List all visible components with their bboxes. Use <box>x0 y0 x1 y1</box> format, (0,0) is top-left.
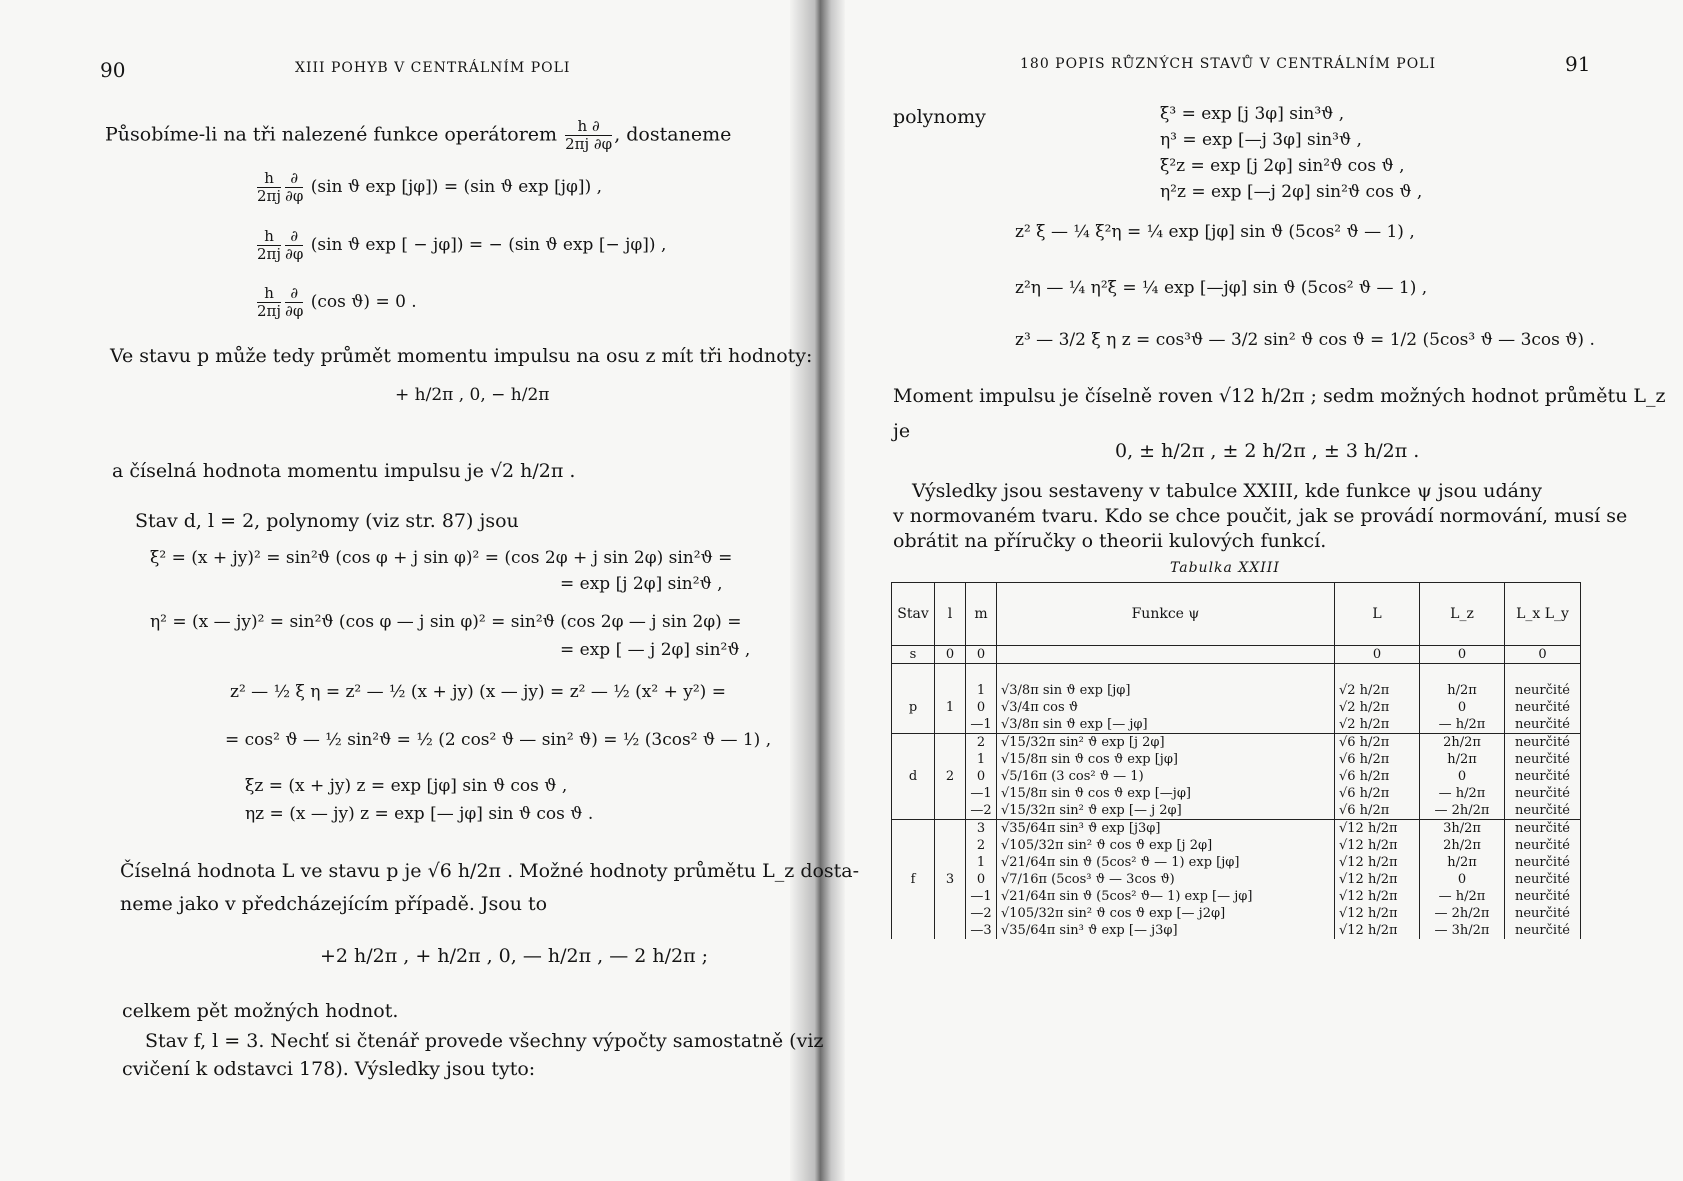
frac-h: h <box>257 170 281 188</box>
cell: 1 <box>966 751 997 768</box>
text-results-3: obrátit na příručky o theorii kulových funkcí. <box>893 530 1327 552</box>
equation-4: + h/2π , 0, − h/2π <box>395 385 550 405</box>
cell: —2 <box>966 905 997 922</box>
text-p-state: Ve stavu p může tedy průmět momentu impulsu na osu z mít tři hodnoty: <box>110 345 813 367</box>
text-je: je <box>893 420 911 442</box>
cell: d <box>892 768 935 785</box>
cell: —1 <box>966 716 997 734</box>
cell <box>892 888 935 905</box>
cell: — 2h/2π <box>1420 802 1505 820</box>
table-row-d <box>892 768 1581 785</box>
cell: h/2π <box>1420 854 1505 871</box>
table-row-f <box>892 905 1581 922</box>
running-head-left: XIII POHYB V CENTRÁLNÍM POLI <box>295 60 571 76</box>
cell: √6 h/2π <box>1335 802 1420 820</box>
text-d-state: Stav d, l = 2, polynomy (viz str. 87) jsou <box>135 510 519 532</box>
page-number-left: 90 <box>100 58 126 82</box>
cell: √15/32π sin² ϑ exp [— j 2φ] <box>997 802 1335 820</box>
table-row-d <box>892 802 1581 820</box>
cell: 0 <box>1420 871 1505 888</box>
cell: s <box>892 646 935 664</box>
cell: —2 <box>966 802 997 820</box>
equation-7b: = cos² ϑ — ½ sin²ϑ = ½ (2 cos² ϑ — sin² ϑ) = ½ (3cos² ϑ — 1) , <box>225 730 772 750</box>
cell: h/2π <box>1420 682 1505 699</box>
cell <box>892 734 935 752</box>
equation-3 <box>255 285 417 320</box>
cell: √105/32π sin² ϑ cos ϑ exp [— j2φ] <box>997 905 1335 922</box>
cell: √3/8π sin ϑ exp [jφ] <box>997 682 1335 699</box>
th-m: m <box>966 583 997 646</box>
equation-8: ξz = (x + jy) z = exp [jφ] sin ϑ cos ϑ , <box>245 776 568 796</box>
cell: √3/8π sin ϑ exp [— jφ] <box>997 716 1335 734</box>
cell: neurčité <box>1505 768 1581 785</box>
cell: neurčité <box>1505 682 1581 699</box>
cell <box>997 646 1335 664</box>
frac-2pij: 2πj <box>257 245 282 263</box>
cell: 3h/2π <box>1420 820 1505 838</box>
cell: — h/2π <box>1420 716 1505 734</box>
cell: neurčité <box>1505 751 1581 768</box>
cell <box>892 922 935 939</box>
table-row-d <box>892 734 1581 752</box>
cell: 1 <box>966 682 997 699</box>
cell: √105/32π sin² ϑ cos ϑ exp [j 2φ] <box>997 837 1335 854</box>
cell <box>892 785 935 802</box>
cell: 0 <box>966 768 997 785</box>
text-f-moment: Moment impulsu je číselně roven √12 h/2π ; sedm možných hodnot průmětu L_z <box>893 385 1666 407</box>
table-row-d <box>892 785 1581 802</box>
text-total: celkem pět možných hodnot. <box>122 1000 399 1022</box>
cell: neurčité <box>1505 785 1581 802</box>
cell: √21/64π sin ϑ (5cos² ϑ — 1) exp [jφ] <box>997 854 1335 871</box>
cell <box>892 854 935 871</box>
cell: neurčité <box>1505 837 1581 854</box>
frac-d: ∂ <box>285 170 303 188</box>
cell: 1 <box>966 854 997 871</box>
cell: √12 h/2π <box>1335 820 1420 838</box>
intro-end: , dostaneme <box>614 123 732 146</box>
equation-5b: = exp [j 2φ] sin²ϑ , <box>560 574 723 594</box>
cell: √12 h/2π <box>1335 922 1420 939</box>
equation-5: ξ² = (x + jy)² = sin²ϑ (cos φ + j sin φ)² = (cos 2φ + j sin 2φ) sin²ϑ = <box>150 548 733 568</box>
cell: f <box>892 871 935 888</box>
table-row-p <box>892 682 1581 699</box>
cell: 0 <box>935 646 966 664</box>
frac-dphi: ∂φ <box>285 245 304 263</box>
cell <box>892 802 935 820</box>
cell: √6 h/2π <box>1335 768 1420 785</box>
cell: — h/2π <box>1420 888 1505 905</box>
cell: 2 <box>966 734 997 752</box>
table-xxiii <box>891 582 1581 939</box>
cell: 3 <box>935 871 966 888</box>
table-row-f <box>892 888 1581 905</box>
cell: 2h/2π <box>1420 734 1505 752</box>
frac-dphi: ∂φ <box>285 187 304 205</box>
cell: √12 h/2π <box>1335 888 1420 905</box>
frac-2pij: 2πj <box>257 302 282 320</box>
text-f-state: Stav f, l = 3. Nechť si čtenář provede všechny výpočty samostatně (viz <box>145 1030 824 1052</box>
poly-r6: z²η — ¼ η²ξ = ¼ exp [—jφ] sin ϑ (5cos² ϑ — 1) , <box>1015 278 1428 298</box>
frac-dphi: ∂φ <box>285 302 304 320</box>
cell <box>935 820 966 838</box>
cell: √6 h/2π <box>1335 734 1420 752</box>
cell: —1 <box>966 888 997 905</box>
equation-1 <box>255 170 602 205</box>
cell: √12 h/2π <box>1335 854 1420 871</box>
cell: 0 <box>1420 768 1505 785</box>
cell: neurčité <box>1505 716 1581 734</box>
cell <box>935 716 966 734</box>
cell: neurčité <box>1505 699 1581 716</box>
text-f-results: cvičení k odstavci 178). Výsledky jsou tyto: <box>122 1058 536 1080</box>
table-row-f <box>892 837 1581 854</box>
poly-r2: η³ = exp [—j 3φ] sin³ϑ , <box>1160 130 1362 150</box>
operator-fraction <box>565 118 612 153</box>
cell <box>935 802 966 820</box>
cell: √6 h/2π <box>1335 785 1420 802</box>
cell <box>935 888 966 905</box>
cell <box>935 751 966 768</box>
table-row-d <box>892 751 1581 768</box>
cell: h/2π <box>1420 751 1505 768</box>
equation-values: 0, ± h/2π , ± 2 h/2π , ± 3 h/2π . <box>1115 440 1420 462</box>
table-row-s <box>892 646 1581 664</box>
th-l: l <box>935 583 966 646</box>
book-gutter <box>790 0 845 1181</box>
polynomy-label: polynomy <box>893 106 986 128</box>
cell <box>935 785 966 802</box>
poly-r1: ξ³ = exp [j 3φ] sin³ϑ , <box>1160 104 1345 124</box>
cell <box>892 837 935 854</box>
text-p-magnitude: a číselná hodnota momentu impulsu je √2 h/2π . <box>112 460 576 482</box>
table-separator <box>892 664 1581 683</box>
table-row-p <box>892 716 1581 734</box>
op-num: h ∂ <box>565 118 612 136</box>
cell: — h/2π <box>1420 785 1505 802</box>
cell: neurčité <box>1505 734 1581 752</box>
table-row-p <box>892 699 1581 716</box>
cell <box>892 820 935 838</box>
cell: neurčité <box>1505 905 1581 922</box>
text-d-previous: neme jako v předcházejícím případě. Jsou to <box>120 893 548 915</box>
frac-2pij: 2πj <box>257 187 282 205</box>
th-LxLy: L_x L_y <box>1505 583 1581 646</box>
table-row-f <box>892 820 1581 838</box>
frac-h: h <box>257 228 281 246</box>
cell: √3/4π cos ϑ <box>997 699 1335 716</box>
equation-9: ηz = (x — jy) z = exp [— jφ] sin ϑ cos ϑ . <box>245 804 594 824</box>
eq1-text: (sin ϑ exp [jφ]) = (sin ϑ exp [jφ]) , <box>310 177 603 197</box>
intro-label: Působíme-li na tři nalezené funkce operátorem <box>105 123 558 146</box>
cell: √12 h/2π <box>1335 905 1420 922</box>
eq2-text: (sin ϑ exp [ − jφ]) = − (sin ϑ exp [− jφ]) , <box>310 235 667 255</box>
table-row-f <box>892 854 1581 871</box>
cell: 2 <box>935 768 966 785</box>
cell: 1 <box>935 699 966 716</box>
equation-6b: = exp [ — j 2φ] sin²ϑ , <box>560 640 751 660</box>
cell: √5/16π (3 cos² ϑ — 1) <box>997 768 1335 785</box>
cell: neurčité <box>1505 871 1581 888</box>
cell <box>935 922 966 939</box>
cell: √2 h/2π <box>1335 699 1420 716</box>
cell: 2h/2π <box>1420 837 1505 854</box>
cell <box>935 854 966 871</box>
equation-10: +2 h/2π , + h/2π , 0, — h/2π , — 2 h/2π ; <box>320 945 709 967</box>
cell: √7/16π (5cos³ ϑ — 3cos ϑ) <box>997 871 1335 888</box>
th-stav: Stav <box>892 583 935 646</box>
cell: 0 <box>1420 699 1505 716</box>
cell: √15/8π sin ϑ cos ϑ exp [—jφ] <box>997 785 1335 802</box>
text-d-magnitude: Číselná hodnota L ve stavu p je √6 h/2π . Možné hodnoty průmětu L_z dosta- <box>120 860 860 882</box>
cell: √2 h/2π <box>1335 682 1420 699</box>
poly-r5: z² ξ — ¼ ξ²η = ¼ exp [jφ] sin ϑ (5cos² ϑ — 1) , <box>1015 222 1415 242</box>
cell: — 2h/2π <box>1420 905 1505 922</box>
cell <box>935 905 966 922</box>
cell <box>892 905 935 922</box>
table-row-f <box>892 871 1581 888</box>
th-Lz: L_z <box>1420 583 1505 646</box>
table-header-row <box>892 583 1581 646</box>
equation-7: z² — ½ ξ η = z² — ½ (x + jy) (x — jy) = z² — ½ (x² + y²) = <box>230 682 726 702</box>
op-den: 2πj ∂φ <box>565 135 613 153</box>
cell: neurčité <box>1505 854 1581 871</box>
th-funkce: Funkce ψ <box>997 583 1335 646</box>
table-row-f <box>892 922 1581 939</box>
cell: neurčité <box>1505 820 1581 838</box>
cell: —1 <box>966 785 997 802</box>
cell <box>892 751 935 768</box>
cell: neurčité <box>1505 888 1581 905</box>
text-results-1: Výsledky jsou sestaveny v tabulce XXIII, kde funkce ψ jsou udány <box>912 480 1542 502</box>
cell: 0 <box>966 646 997 664</box>
cell: √6 h/2π <box>1335 751 1420 768</box>
th-L: L <box>1335 583 1420 646</box>
cell: √21/64π sin ϑ (5cos² ϑ— 1) exp [— jφ] <box>997 888 1335 905</box>
cell: —3 <box>966 922 997 939</box>
page-number-right: 91 <box>1565 52 1591 76</box>
table-caption: Tabulka XXIII <box>1170 560 1280 576</box>
frac-d: ∂ <box>285 228 303 246</box>
cell <box>892 716 935 734</box>
poly-r7: z³ — 3/2 ξ η z = cos³ϑ — 3/2 sin² ϑ cos ϑ = 1/2 (5cos³ ϑ — 3cos ϑ) . <box>1015 330 1595 350</box>
frac-h: h <box>257 285 281 303</box>
poly-r3: ξ²z = exp [j 2φ] sin²ϑ cos ϑ , <box>1160 156 1405 176</box>
poly-r4: η²z = exp [—j 2φ] sin²ϑ cos ϑ , <box>1160 182 1423 202</box>
eq3-text: (cos ϑ) = 0 . <box>310 292 417 312</box>
text-results-2: v normovaném tvaru. Kdo se chce poučit, jak se provádí normování, musí se <box>893 505 1628 527</box>
cell: √35/64π sin³ ϑ exp [— j3φ] <box>997 922 1335 939</box>
cell <box>935 734 966 752</box>
cell <box>935 837 966 854</box>
cell: 0 <box>1335 646 1420 664</box>
equation-6: η² = (x — jy)² = sin²ϑ (cos φ — j sin φ)² = sin²ϑ (cos 2φ — j sin 2φ) = <box>150 612 742 632</box>
cell: √12 h/2π <box>1335 871 1420 888</box>
cell: — 3h/2π <box>1420 922 1505 939</box>
cell: 0 <box>966 699 997 716</box>
cell: 0 <box>1420 646 1505 664</box>
cell: 2 <box>966 837 997 854</box>
cell <box>892 682 935 699</box>
cell: 0 <box>966 871 997 888</box>
cell: √15/32π sin² ϑ exp [j 2φ] <box>997 734 1335 752</box>
cell: neurčité <box>1505 802 1581 820</box>
cell: √35/64π sin³ ϑ exp [j3φ] <box>997 820 1335 838</box>
frac-d: ∂ <box>285 285 303 303</box>
cell: neurčité <box>1505 922 1581 939</box>
cell: p <box>892 699 935 716</box>
cell <box>935 682 966 699</box>
equation-2 <box>255 228 666 263</box>
cell: √15/8π sin ϑ cos ϑ exp [jφ] <box>997 751 1335 768</box>
cell: √2 h/2π <box>1335 716 1420 734</box>
cell: √12 h/2π <box>1335 837 1420 854</box>
cell: 3 <box>966 820 997 838</box>
cell: 0 <box>1505 646 1581 664</box>
running-head-right: 180 POPIS RŮZNÝCH STAVŮ V CENTRÁLNÍM POLI <box>1020 56 1436 72</box>
intro-text <box>105 118 731 153</box>
